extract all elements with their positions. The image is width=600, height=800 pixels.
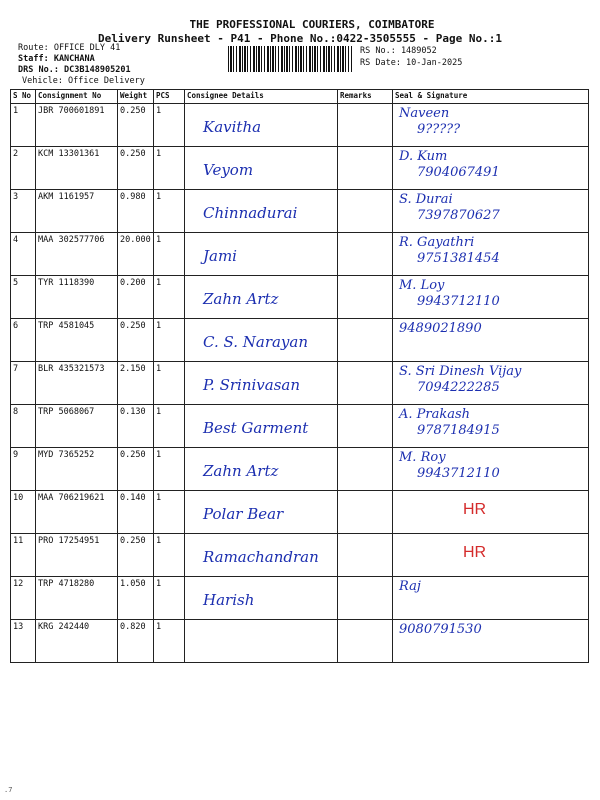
row-pcs: 1	[154, 362, 185, 405]
table-row	[11, 577, 589, 620]
signature-handwriting: Raj	[399, 579, 421, 594]
col-header-consignee: Consignee Details	[185, 90, 338, 104]
route-label: Route: OFFICE DLY 41	[18, 43, 121, 53]
row-sno: 3	[11, 190, 36, 233]
signature-phone-handwriting: 9787184915	[417, 423, 500, 438]
row-sno: 7	[11, 362, 36, 405]
rs-date: RS Date: 10-Jan-2025	[360, 58, 463, 68]
row-consignee-cell	[185, 405, 338, 448]
row-signature-cell	[393, 620, 589, 663]
row-weight: 1.050	[118, 577, 154, 620]
row-consignee-cell	[185, 190, 338, 233]
row-sno: 2	[11, 147, 36, 190]
table-row	[11, 319, 589, 362]
table-row	[11, 491, 589, 534]
signature-handwriting: M. Loy	[399, 278, 445, 293]
row-consignee-cell	[185, 233, 338, 276]
col-header-sno: S No	[11, 90, 36, 104]
row-sno: 4	[11, 233, 36, 276]
row-remarks	[338, 534, 393, 577]
row-sno: 5	[11, 276, 36, 319]
row-remarks	[338, 405, 393, 448]
table-row	[11, 104, 589, 147]
signature-phone-handwriting: 9943712110	[417, 294, 500, 309]
row-consignment-no: TRP 4718280	[36, 577, 118, 620]
row-consignee-cell	[185, 147, 338, 190]
row-signature-cell	[393, 491, 589, 534]
barcode-image	[228, 46, 352, 72]
row-pcs: 1	[154, 319, 185, 362]
row-weight: 0.130	[118, 405, 154, 448]
row-pcs: 1	[154, 620, 185, 663]
row-consignee-cell	[185, 491, 338, 534]
col-header-remarks: Remarks	[338, 90, 393, 104]
row-pcs: 1	[154, 448, 185, 491]
row-consignment-no: BLR 435321573	[36, 362, 118, 405]
row-remarks	[338, 362, 393, 405]
table-row	[11, 448, 589, 491]
row-consignee-cell	[185, 620, 338, 663]
row-sno: 1	[11, 104, 36, 147]
company-title: THE PROFESSIONAL COURIERS, COIMBATORE	[189, 18, 435, 31]
row-remarks	[338, 491, 393, 534]
consignee-handwriting: Jami	[203, 247, 237, 265]
table-row	[11, 233, 589, 276]
signature-handwriting: Naveen	[399, 106, 450, 121]
consignee-handwriting: Polar Bear	[203, 505, 284, 523]
consignee-handwriting: Zahn Artz	[203, 290, 279, 308]
row-consignment-no: MYD 7365252	[36, 448, 118, 491]
row-consignment-no: TRP 4581045	[36, 319, 118, 362]
consignee-handwriting: Zahn Artz	[203, 462, 279, 480]
table-row	[11, 620, 589, 663]
row-signature-cell	[393, 147, 589, 190]
signature-phone-handwriting: 7397870627	[417, 208, 500, 223]
row-consignment-no: AKM 1161957	[36, 190, 118, 233]
table-row	[11, 534, 589, 577]
row-signature-cell	[393, 319, 589, 362]
consignee-handwriting: Ramachandran	[203, 548, 319, 566]
consignee-handwriting: Harish	[203, 591, 255, 609]
row-consignment-no: KCM 13301361	[36, 147, 118, 190]
row-remarks	[338, 276, 393, 319]
row-remarks	[338, 147, 393, 190]
row-sno: 8	[11, 405, 36, 448]
page-footer-mark: .7	[4, 786, 13, 794]
row-consignment-no: PRO 17254951	[36, 534, 118, 577]
row-pcs: 1	[154, 491, 185, 534]
drs-label: DRS No.: DC3B148905201	[18, 65, 131, 75]
table-row	[11, 147, 589, 190]
row-weight: 0.980	[118, 190, 154, 233]
row-consignment-no: MAA 302577706	[36, 233, 118, 276]
row-weight: 0.250	[118, 319, 154, 362]
row-pcs: 1	[154, 405, 185, 448]
table-header-row	[11, 90, 589, 104]
row-consignment-no: JBR 700601891	[36, 104, 118, 147]
consignee-handwriting: Chinnadurai	[203, 204, 298, 222]
col-header-consignment: Consignment No	[36, 90, 118, 104]
row-weight: 0.250	[118, 104, 154, 147]
row-weight: 20.000	[118, 233, 154, 276]
row-consignment-no: KRG 242440	[36, 620, 118, 663]
consignee-handwriting: Veyom	[203, 161, 254, 179]
row-weight: 0.250	[118, 534, 154, 577]
signature-handwriting: S. Sri Dinesh Vijay	[399, 364, 522, 379]
signature-handwriting: R. Gayathri	[399, 235, 475, 250]
row-signature-cell	[393, 276, 589, 319]
consignee-handwriting: Best Garment	[203, 419, 309, 437]
row-sno: 12	[11, 577, 36, 620]
row-pcs: 1	[154, 577, 185, 620]
row-sno: 11	[11, 534, 36, 577]
row-consignee-cell	[185, 276, 338, 319]
row-pcs: 1	[154, 104, 185, 147]
consignee-handwriting: Kavitha	[203, 118, 262, 136]
table-row	[11, 190, 589, 233]
row-sno: 13	[11, 620, 36, 663]
col-header-pcs: PCS	[154, 90, 185, 104]
row-pcs: 1	[154, 190, 185, 233]
row-signature-cell	[393, 405, 589, 448]
signature-handwriting: A. Prakash	[399, 407, 471, 422]
consignee-handwriting: P. Srinivasan	[203, 376, 301, 394]
row-pcs: 1	[154, 147, 185, 190]
row-consignee-cell	[185, 577, 338, 620]
row-signature-cell	[393, 233, 589, 276]
row-sno: 10	[11, 491, 36, 534]
signature-handwriting: HR	[463, 501, 487, 518]
row-sno: 6	[11, 319, 36, 362]
row-pcs: 1	[154, 233, 185, 276]
row-consignee-cell	[185, 362, 338, 405]
row-signature-cell	[393, 448, 589, 491]
signature-handwriting: HR	[463, 544, 487, 561]
signature-phone-handwriting: 9?????	[417, 122, 461, 137]
signature-phone-handwriting: 7904067491	[417, 165, 500, 180]
consignee-handwriting: C. S. Narayan	[203, 333, 309, 351]
rs-number: RS No.: 1489052	[360, 46, 437, 56]
row-consignment-no: TYR 1118390	[36, 276, 118, 319]
row-signature-cell	[393, 534, 589, 577]
row-signature-cell	[393, 577, 589, 620]
row-remarks	[338, 190, 393, 233]
runsheet-subtitle: Delivery Runsheet - P41 - Phone No.:0422-3505555 - Page No.:1	[98, 32, 502, 45]
col-header-weight: Weight	[118, 90, 154, 104]
row-consignee-cell	[185, 534, 338, 577]
row-consignment-no: TRP 5068067	[36, 405, 118, 448]
row-signature-cell	[393, 104, 589, 147]
row-remarks	[338, 620, 393, 663]
row-remarks	[338, 448, 393, 491]
table-row	[11, 362, 589, 405]
row-remarks	[338, 319, 393, 362]
vehicle-label: Vehicle: Office Delivery	[22, 76, 145, 86]
row-pcs: 1	[154, 276, 185, 319]
row-weight: 0.140	[118, 491, 154, 534]
row-signature-cell	[393, 190, 589, 233]
signature-phone-handwriting: 9943712110	[417, 466, 500, 481]
signature-handwriting: M. Roy	[399, 450, 446, 465]
signature-handwriting: 9489021890	[399, 321, 482, 336]
row-remarks	[338, 104, 393, 147]
row-pcs: 1	[154, 534, 185, 577]
row-consignee-cell	[185, 104, 338, 147]
row-weight: 2.150	[118, 362, 154, 405]
signature-phone-handwriting: 9751381454	[417, 251, 500, 266]
row-consignee-cell	[185, 319, 338, 362]
row-weight: 0.200	[118, 276, 154, 319]
signature-handwriting: S. Durai	[399, 192, 453, 207]
row-consignee-cell	[185, 448, 338, 491]
row-weight: 0.250	[118, 448, 154, 491]
table-row	[11, 405, 589, 448]
row-weight: 0.820	[118, 620, 154, 663]
signature-phone-handwriting: 7094222285	[417, 380, 500, 395]
signature-handwriting: D. Kum	[399, 149, 448, 164]
row-consignment-no: MAA 706219621	[36, 491, 118, 534]
staff-label: Staff: KANCHANA	[18, 54, 95, 64]
row-weight: 0.250	[118, 147, 154, 190]
row-sno: 9	[11, 448, 36, 491]
table-row	[11, 276, 589, 319]
row-signature-cell	[393, 362, 589, 405]
signature-handwriting: 9080791530	[399, 622, 482, 637]
row-remarks	[338, 233, 393, 276]
row-remarks	[338, 577, 393, 620]
runsheet-table	[10, 89, 589, 663]
col-header-signature: Seal & Signature	[393, 90, 589, 104]
